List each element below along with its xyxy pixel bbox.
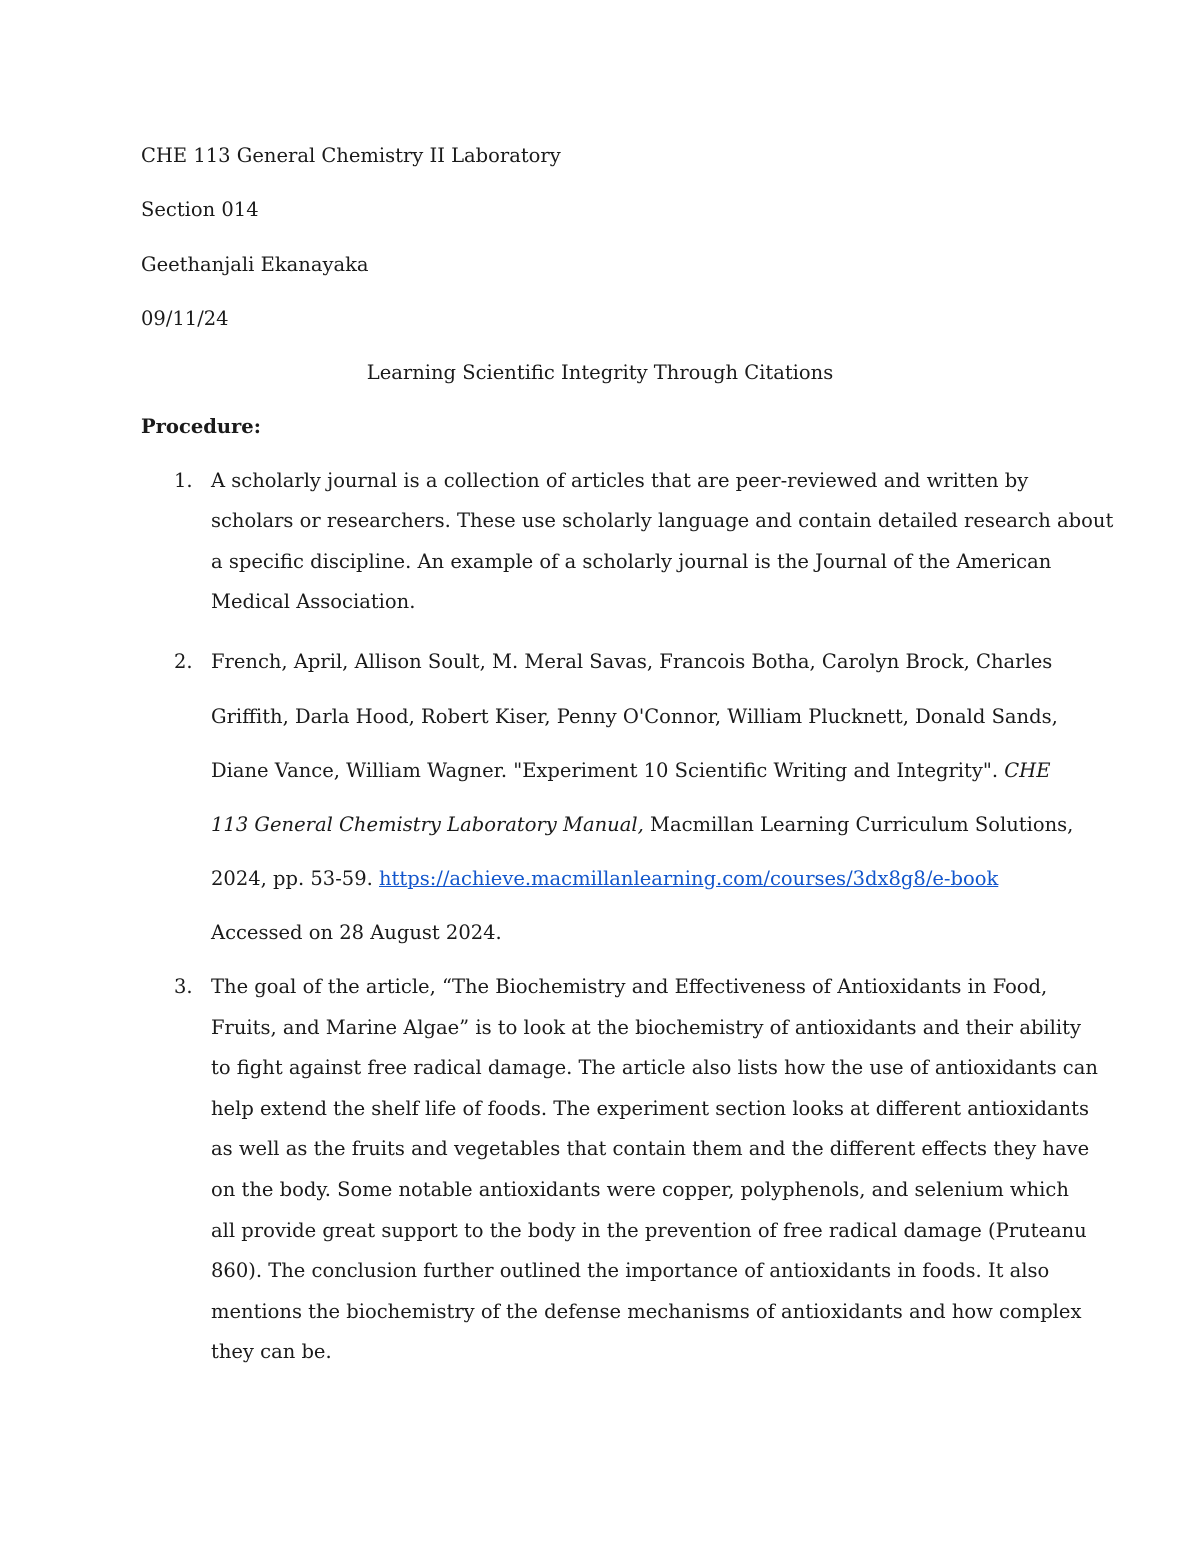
item-3-line: 860). The conclusion further outlined the importance of antioxidants in foods. It also [211,1259,1050,1282]
item-3-line: as well as the fruits and vegetables that contain them and the different effects they have [211,1137,1090,1160]
item-2-line: French, April, Allison Soult, M. Meral Savas, Francois Botha, Carolyn Brock, Charles [211,650,1053,673]
citation-text: 2024, pp. 53-59. [211,867,379,890]
item-3-line: mentions the biochemistry of the defense mechanisms of antioxidants and how complex [211,1300,1082,1323]
citation-italic: 113 General Chemistry Laboratory Manual, [211,813,644,836]
item-1-line: a specific discipline. An example of a scholarly journal is the Journal of the American [211,550,1052,573]
citation-italic: CHE [1004,759,1051,782]
item-3-line: all provide great support to the body in the prevention of free radical damage (Pruteanu [211,1219,1087,1242]
item-3-line: to fight against free radical damage. The article also lists how the use of antioxidants can [211,1056,1098,1079]
item-2-line: Accessed on 28 August 2024. [211,921,502,944]
list-number: 1. [174,469,193,492]
citation-link[interactable]: https://achieve.macmillanlearning.com/courses/3dx8g8/e-book [379,867,999,890]
item-1-line: scholars or researchers. These use scholarly language and contain detailed research about [211,509,1114,532]
author-line: Geethanjali Ekanayaka [141,253,369,276]
item-1-line: Medical Association. [211,590,416,613]
citation-text: Macmillan Learning Curriculum Solutions, [643,813,1074,836]
item-2-line [211,813,1073,837]
item-3-line: The goal of the article, “The Biochemistry and Effectiveness of Antioxidants in Food, [211,975,1048,998]
item-3-line: on the body. Some notable antioxidants were copper, polyphenols, and selenium which [211,1178,1069,1201]
list-number: 3. [174,975,193,998]
document-title: Learning Scientific Integrity Through Citations [366,361,834,384]
item-3-line: they can be. [211,1340,332,1363]
item-2-line [211,759,1050,783]
citation-text: Diane Vance, William Wagner. "Experiment 10 Scientific Writing and Integrity". [211,759,1005,782]
section-line: Section 014 [141,198,259,221]
list-number: 2. [174,650,193,673]
item-2-line: Griffith, Darla Hood, Robert Kiser, Penny O'Connor, William Plucknett, Donald Sands, [211,705,1058,728]
item-3-line: help extend the shelf life of foods. The experiment section looks at different antioxidants [211,1097,1090,1120]
item-1-line: A scholarly journal is a collection of articles that are peer-reviewed and written by [211,469,1029,492]
procedure-heading: Procedure: [141,415,261,438]
date-line: 09/11/24 [141,307,229,330]
course-line: CHE 113 General Chemistry II Laboratory [141,144,561,167]
item-3-line: Fruits, and Marine Algae” is to look at the biochemistry of antioxidants and their ability [211,1016,1081,1039]
item-2-line [211,867,998,891]
